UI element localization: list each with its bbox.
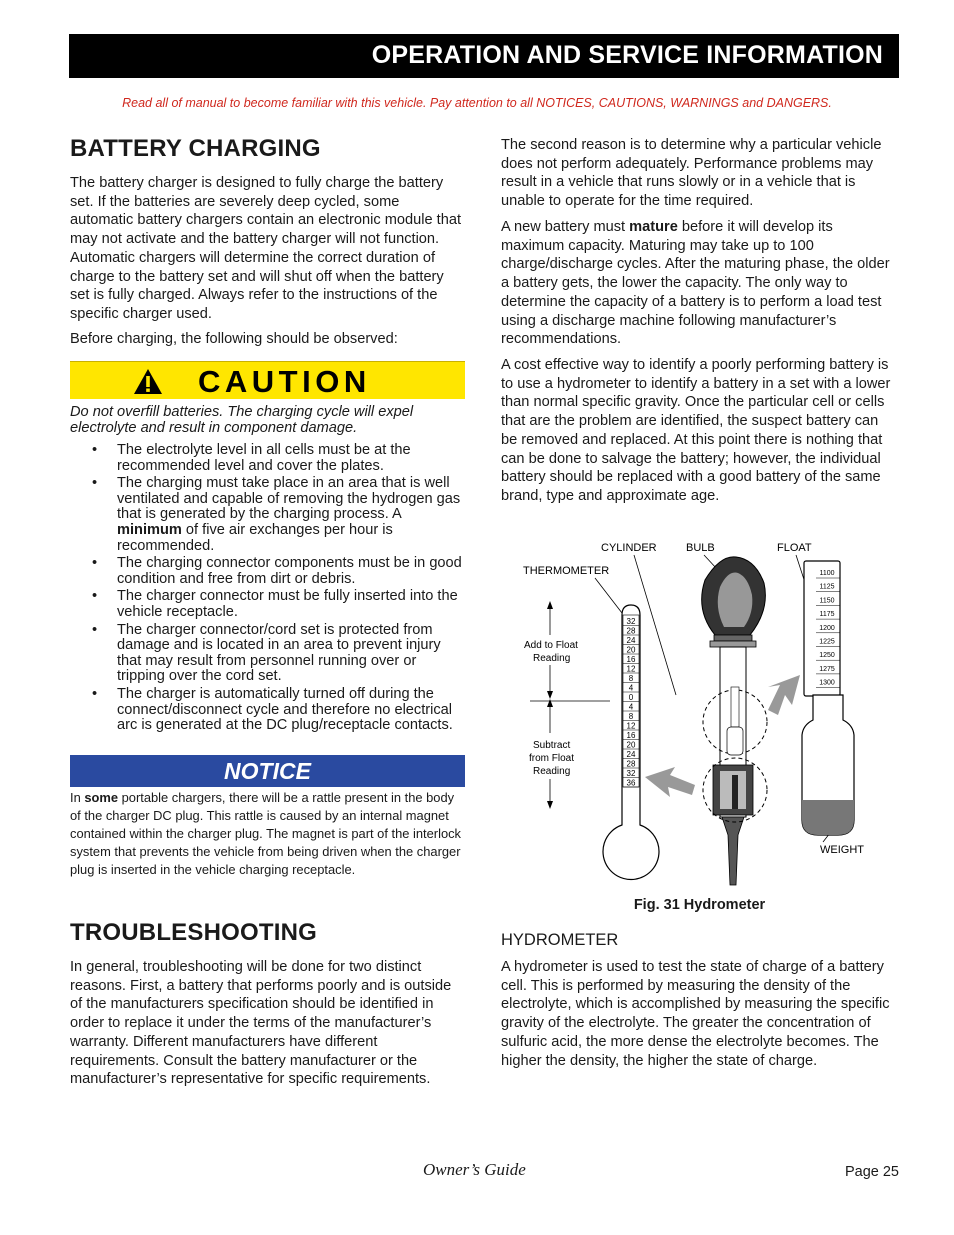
float-tick-label: 1200 (819, 624, 835, 632)
notice-text-pre: In (70, 790, 85, 805)
battery-charging-para1: The battery charger is designed to fully charge the battery set. If the batteries are severely deep cycled, some automatic battery chargers contain an electronic module that may not activate and the battery charger will not function. Automatic chargers will determine the correct duration of charge to the battery set and will shut off when the battery set is fully charged. Always refer to the instructions of the specific charger used. (70, 175, 462, 322)
hydrometer-figure (500, 535, 900, 895)
float-tick-label: 1275 (819, 665, 835, 673)
checklist-item: • The charging must take place in an area that is well ventilated and capable of removing the hydrogen gas that is generated by the charging process. A minimum of five air exchanges per hour is recommended. (70, 476, 465, 554)
caution-banner (70, 361, 465, 399)
notice-banner (70, 755, 465, 787)
figure-caption: Fig. 31 Hydrometer (633, 897, 766, 913)
float-tick-label: 1125 (819, 583, 835, 591)
thermo-tick-label: 4 (628, 702, 634, 712)
battery-charging-para2: Before charging, the following should be observed: (70, 331, 398, 347)
thermo-tick-label: 16 (626, 731, 636, 740)
hydrometer-heading: HYDROMETER (501, 931, 619, 949)
troubleshooting-heading: TROUBLESHOOTING (70, 919, 317, 946)
float-tick-label: 1100 (819, 570, 835, 577)
label-subtract-line2: from Float (529, 753, 575, 764)
label-add-line1: Add to Float (524, 640, 578, 651)
manual-notice-line: Read all of manual to become familiar with this vehicle. Pay attention to all NOTICES, CAUTIONS, WARNINGS and DANGERS. (122, 96, 832, 110)
label-float: FLOAT (777, 542, 812, 554)
thermo-tick-label: 32 (626, 617, 636, 626)
right-para2 (501, 218, 898, 349)
float-tick-label: 1150 (819, 597, 835, 605)
label-weight: WEIGHT (820, 844, 864, 856)
right-para2-post: before it will develop its maximum capacity. Maturing may take up to 100 charge/discharge cycles. After the maturing phase, the older a battery gets, the lower the capacity. The only way to determine the capacity of a battery is to perform a load test using a discharge machine following manufacturer’s recommendations. (501, 219, 890, 348)
checklist-item: • The charger connector must be fully inserted into the vehicle receptacle. (70, 589, 465, 620)
caution-label: CAUTION (198, 364, 371, 399)
thermo-tick-label: 24 (626, 636, 636, 645)
checklist-item: • The charger is automatically turned off during the connect/disconnect cycle and therefore no electrical arc is generated at the DC plug/receptacle contacts. (70, 687, 465, 734)
float-tick-label: 1225 (819, 638, 835, 646)
right-para1: The second reason is to determine why a particular vehicle does not perform adequately. Performance problems may result in a vehicle that runs slowly or in a vehicle that is unable to operate for the time required. (501, 137, 882, 210)
checklist-item: • The charger connector/cord set is protected from damage and is located in an area to prevent injury that may result from personnel running over or tripping over the cord set. (70, 623, 465, 685)
footer-guide-title: Owner’s Guide (423, 1160, 526, 1179)
label-bulb: BULB (686, 542, 715, 554)
caution-text: Do not overfill batteries. The charging cycle will expel electrolyte and result in component damage. (70, 404, 414, 436)
thermo-tick-label: 0 (628, 693, 634, 702)
label-add-line2: Reading (533, 653, 571, 664)
checklist-item: • The electrolyte level in all cells must be at the recommended level and cover the plates. (70, 443, 465, 474)
thermo-tick-label: 4 (628, 683, 634, 693)
checklist-item: • The charging connector components must be in good condition and free from dirt or debris. (70, 556, 465, 587)
float-tick-label: 1300 (819, 679, 835, 687)
float-tick-label: 1250 (819, 652, 835, 660)
thermo-tick-label: 12 (626, 664, 636, 674)
thermo-tick-label: 16 (626, 655, 636, 664)
thermo-tick-label: 36 (626, 778, 636, 788)
float-tick-label: 1175 (819, 611, 835, 619)
right-para2-bold: mature (629, 219, 678, 235)
troubleshooting-para1: In general, troubleshooting will be done for two distinct reasons. First, a battery that performs poorly and is outside of the manufacturers specification should be identified in order to replace it under the terms of the manufacturer’s warranty. Different manufacturers have different requirements. Consult the battery manufacturer or the manufacturer’s representative for specific requirements. (70, 959, 452, 1088)
footer-page-number: Page 25 (844, 1164, 899, 1180)
notice-text (70, 789, 465, 879)
notice-label: NOTICE (224, 758, 311, 784)
notice-text-post: portable chargers, there will be a rattle present in the body of the charger DC plug. This rattle is caused by an internal magnet contained within the charger plug. The magnet is part of the interlock system that prevents the vehicle from being driven when the charger plug is inserted in the vehicle charging receptacle. (70, 790, 462, 877)
charging-checklist (70, 443, 465, 736)
warning-triangle-icon (133, 368, 163, 395)
thermo-tick-label: 28 (626, 759, 636, 769)
thermo-tick-label: 20 (626, 740, 636, 750)
right-para3: A cost effective way to identify a poorly performing battery is to use a hydrometer to identify a battery in a set with a lower than normal specific gravity. Once the particular cell or cells that are the problem are identified, the suspect battery can be removed and replaced. At this point there is nothing that can be done to salvage the battery; however, the individual battery should be replaced with a good battery of the same brand, type and approximate age. (501, 357, 891, 504)
page-header-title: OPERATION AND SERVICE INFORMATION (371, 41, 883, 69)
thermo-tick-label: 32 (626, 769, 636, 778)
hydrometer-para1: A hydrometer is used to test the state of charge of a battery cell. This is performed by measuring the density of the electrolyte, which is accomplished by measuring the specific gravity of the electrolyte. The greater the concentration of sulfuric acid, the more dense the electrolyte becomes. The higher the density, the higher the state of charge. (501, 959, 890, 1069)
thermo-tick-label: 8 (628, 712, 634, 721)
label-cylinder: CYLINDER (601, 542, 657, 554)
label-subtract-line3: Reading (533, 766, 571, 777)
header-bar (69, 34, 899, 78)
thermo-tick-label: 20 (626, 645, 636, 655)
label-thermometer: THERMOMETER (523, 565, 610, 577)
thermo-tick-label: 24 (626, 750, 636, 759)
label-subtract-line1: Subtract (533, 740, 571, 751)
thermo-tick-label: 28 (626, 626, 636, 636)
thermo-tick-label: 8 (628, 674, 634, 683)
notice-text-bold: some (84, 790, 119, 805)
thermo-tick-label: 12 (626, 721, 636, 731)
battery-charging-heading: BATTERY CHARGING (70, 135, 321, 162)
right-para2-pre: A new battery must (501, 219, 630, 235)
